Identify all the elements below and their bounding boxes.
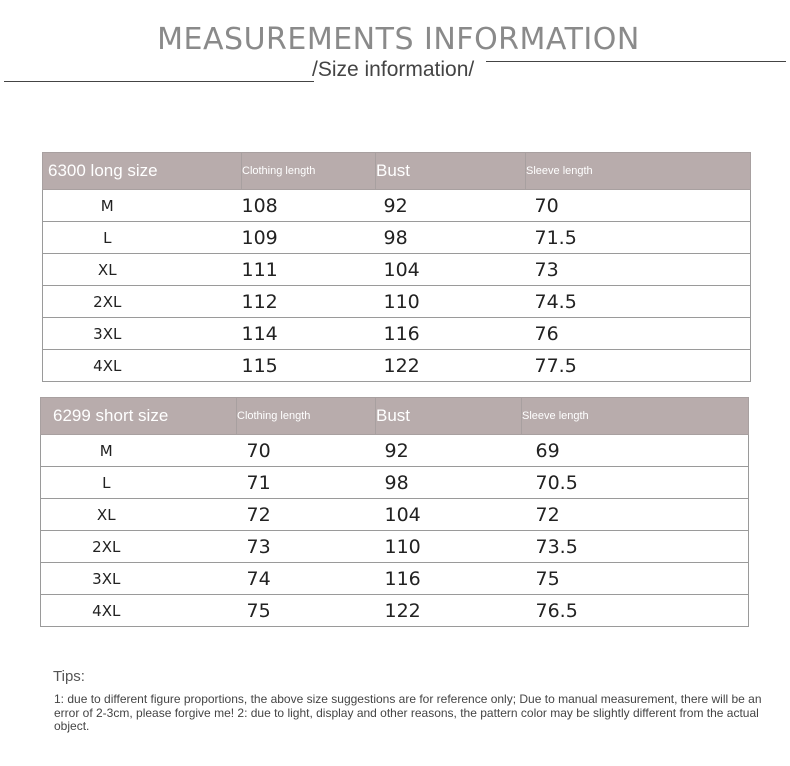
page-subtitle: /Size information/	[312, 58, 475, 81]
table-row	[43, 286, 751, 318]
bust-cell: 98	[376, 467, 522, 499]
short-size-table	[40, 397, 749, 627]
size-cell: L	[41, 467, 237, 499]
bust-cell: 116	[376, 563, 522, 595]
page-title: MEASUREMENTS INFORMATION	[157, 22, 640, 57]
sleeve-length-cell: 75	[522, 563, 749, 595]
sleeve-length-cell: 69	[522, 435, 749, 467]
bust-cell: 116	[376, 318, 526, 350]
size-cell: 4XL	[43, 350, 242, 382]
sleeve-length-cell: 74.5	[526, 286, 751, 318]
clothing-length-cell: 108	[242, 190, 376, 222]
size-cell: 2XL	[43, 286, 242, 318]
size-cell: 3XL	[43, 318, 242, 350]
bust-cell: 98	[376, 222, 526, 254]
column-header-bust: Bust	[376, 153, 526, 190]
sleeve-length-cell: 73	[526, 254, 751, 286]
bust-cell: 110	[376, 531, 522, 563]
size-cell: L	[43, 222, 242, 254]
table-row	[41, 467, 749, 499]
column-header-sleeve-length: Sleeve length	[522, 398, 749, 435]
bust-cell: 104	[376, 254, 526, 286]
clothing-length-cell: 70	[237, 435, 376, 467]
clothing-length-cell: 115	[242, 350, 376, 382]
sleeve-length-cell: 72	[522, 499, 749, 531]
clothing-length-cell: 112	[242, 286, 376, 318]
bust-cell: 92	[376, 190, 526, 222]
table-row	[43, 190, 751, 222]
size-cell: M	[43, 190, 242, 222]
size-cell: 3XL	[41, 563, 237, 595]
bust-cell: 104	[376, 499, 522, 531]
column-header-sleeve-length: Sleeve length	[526, 153, 751, 190]
clothing-length-cell: 74	[237, 563, 376, 595]
size-cell: XL	[41, 499, 237, 531]
divider-left	[4, 81, 314, 82]
sleeve-length-cell: 71.5	[526, 222, 751, 254]
clothing-length-cell: 73	[237, 531, 376, 563]
column-header-clothing-length: Clothing length	[237, 398, 376, 435]
clothing-length-cell: 75	[237, 595, 376, 627]
size-cell: M	[41, 435, 237, 467]
table-name: 6300 long size	[43, 153, 242, 190]
table-row	[43, 350, 751, 382]
sleeve-length-cell: 76.5	[522, 595, 749, 627]
clothing-length-cell: 109	[242, 222, 376, 254]
table-header-row	[43, 153, 751, 190]
column-header-clothing-length: Clothing length	[242, 153, 376, 190]
clothing-length-cell: 111	[242, 254, 376, 286]
bust-cell: 122	[376, 595, 522, 627]
table-header-row	[41, 398, 749, 435]
sleeve-length-cell: 73.5	[522, 531, 749, 563]
table-row	[43, 254, 751, 286]
table-row	[41, 531, 749, 563]
tips-text: 1: due to different figure proportions, the above size suggestions are for reference only; Due to manual measurement, there will be an error of 2-3cm, please forgive me! 2: due to light, display and other reasons, the pattern color may be slightly different from the actual object.	[54, 692, 762, 733]
clothing-length-cell: 72	[237, 499, 376, 531]
table-row	[41, 499, 749, 531]
bust-cell: 92	[376, 435, 522, 467]
table-row	[43, 318, 751, 350]
size-cell: 4XL	[41, 595, 237, 627]
clothing-length-cell: 114	[242, 318, 376, 350]
table-row	[41, 563, 749, 595]
sleeve-length-cell: 70.5	[522, 467, 749, 499]
sleeve-length-cell: 76	[526, 318, 751, 350]
bust-cell: 122	[376, 350, 526, 382]
column-header-bust: Bust	[376, 398, 522, 435]
table-row	[41, 595, 749, 627]
bust-cell: 110	[376, 286, 526, 318]
table-name: 6299 short size	[41, 398, 237, 435]
table-row	[41, 435, 749, 467]
table-row	[43, 222, 751, 254]
divider-right	[486, 61, 786, 62]
sleeve-length-cell: 70	[526, 190, 751, 222]
tips-label: Tips:	[53, 668, 85, 685]
long-size-table	[42, 152, 751, 382]
size-cell: 2XL	[41, 531, 237, 563]
clothing-length-cell: 71	[237, 467, 376, 499]
sleeve-length-cell: 77.5	[526, 350, 751, 382]
size-cell: XL	[43, 254, 242, 286]
